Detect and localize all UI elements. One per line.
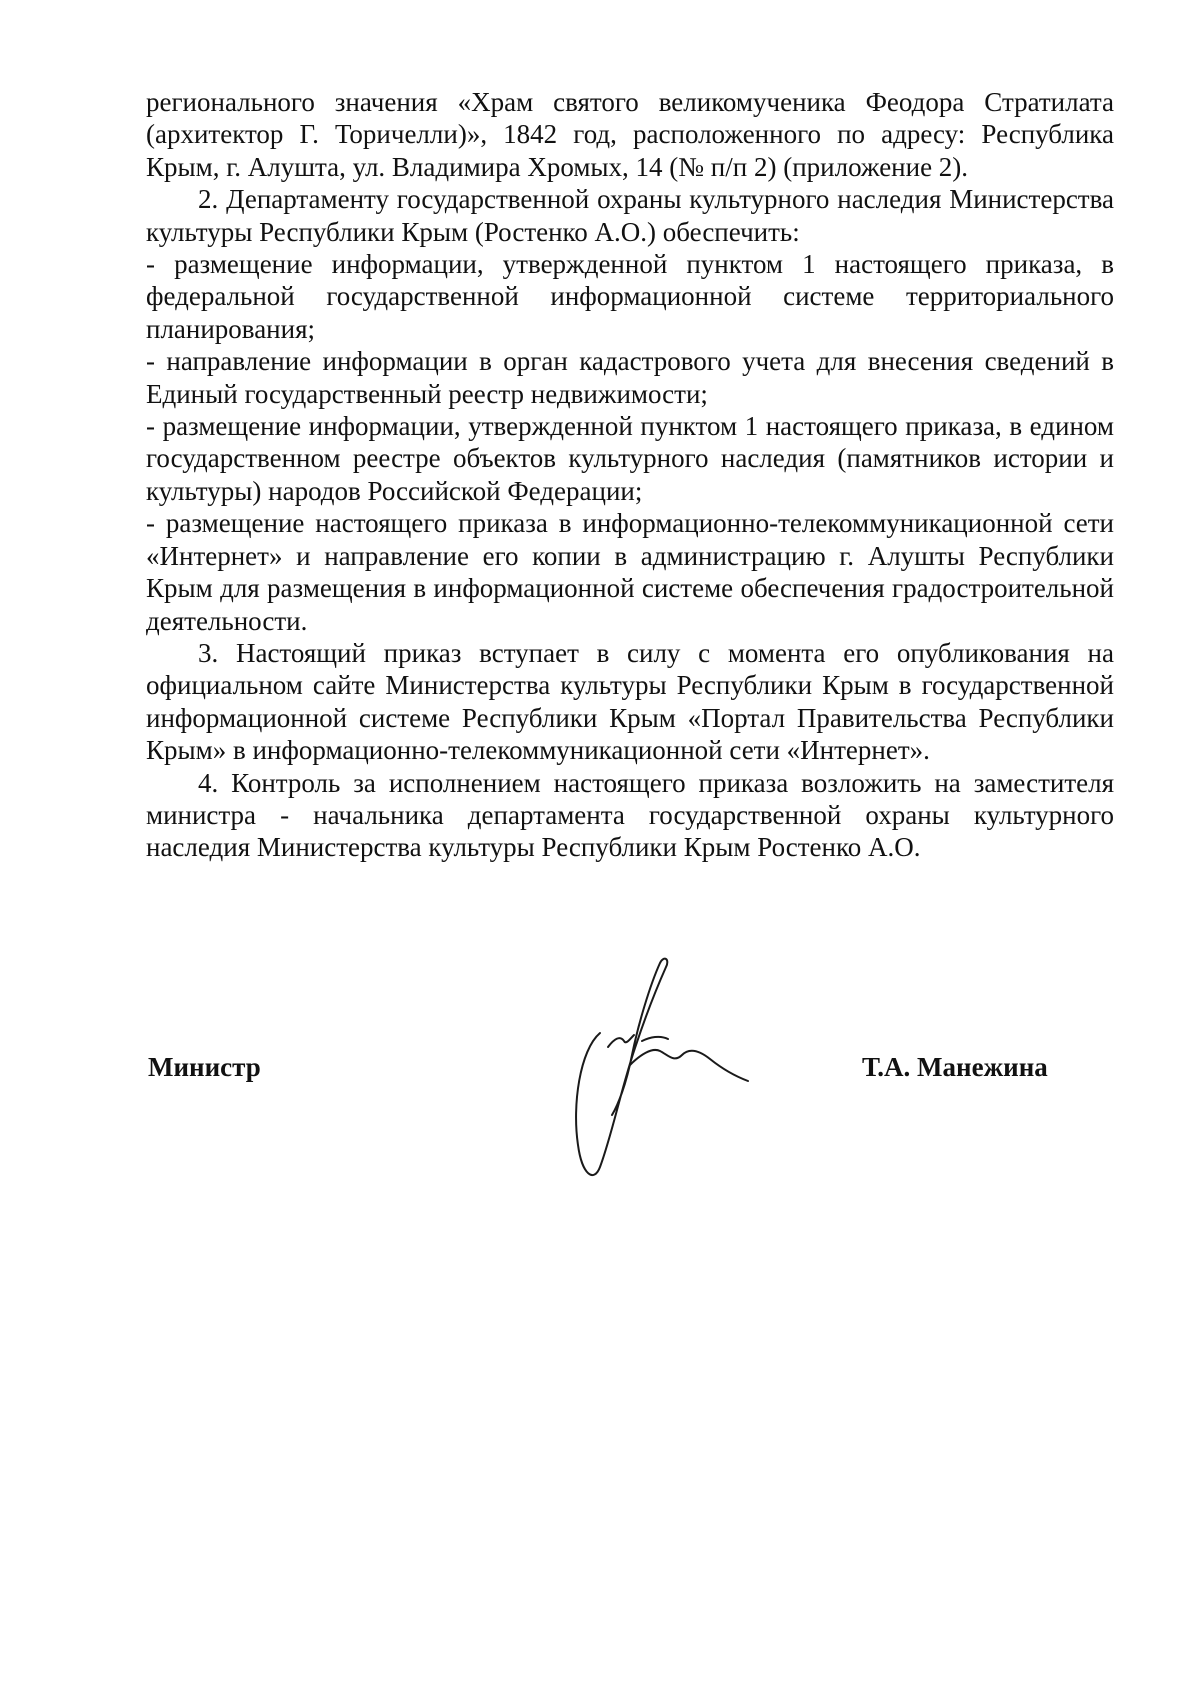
list-item-federal-system: - размещение информации, утвержденной пунктом 1 настоящего приказа, в федеральной государственной информационной системе территориального планирования; — [146, 249, 1114, 344]
document-body — [146, 86, 1114, 864]
paragraph-item-2: 2. Департаменту государственной охраны культурного наследия Министерства культуры Республики Крым (Ростенко А.О.) обеспечить: — [146, 184, 1114, 247]
list-item-heritage-register: - размещение информации, утвержденной пунктом 1 настоящего приказа, в едином государственном реестре объектов культурного наследия (памятников истории и культуры) народов Российской Федерации; — [146, 411, 1114, 506]
signatory-name: Т.А. Манежина — [862, 1052, 1048, 1082]
list-item-internet-publication: - размещение настоящего приказа в информационно-телекоммуникационной сети «Интернет» и направление его копии в администрацию г. Алушты Республики Крым для размещения в информационной системе обеспечения градостроительной деятельности. — [146, 508, 1114, 636]
list-item-cadastral: - направление информации в орган кадастрового учета для внесения сведений в Единый государственный реестр недвижимости; — [146, 346, 1114, 409]
paragraph-item-4: 4. Контроль за исполнением настоящего приказа возложить на заместителя министра - начальника департамента государственной охраны культурного наследия Министерства культуры Республики Крым Ростенко А.О. — [146, 767, 1114, 863]
handwritten-signature — [560, 955, 760, 1185]
paragraph-continuation: регионального значения «Храм святого великомученика Феодора Стратилата (архитектор Г. Торичелли)», 1842 год, расположенного по адресу: Республика Крым, г. Алушта, ул. Владимира Хромых, 14 (№ п/п 2) (приложение 2). — [146, 87, 1114, 182]
paragraph-item-3: 3. Настоящий приказ вступает в силу с момента его опубликования на официальном сайте Министерства культуры Республики Крым в государственной информационной системе Республики Крым «Портал Правительства Республики Крым» в информационно-телекоммуникационной сети «Интернет». — [146, 637, 1114, 766]
signatory-title: Министр — [148, 1052, 261, 1082]
